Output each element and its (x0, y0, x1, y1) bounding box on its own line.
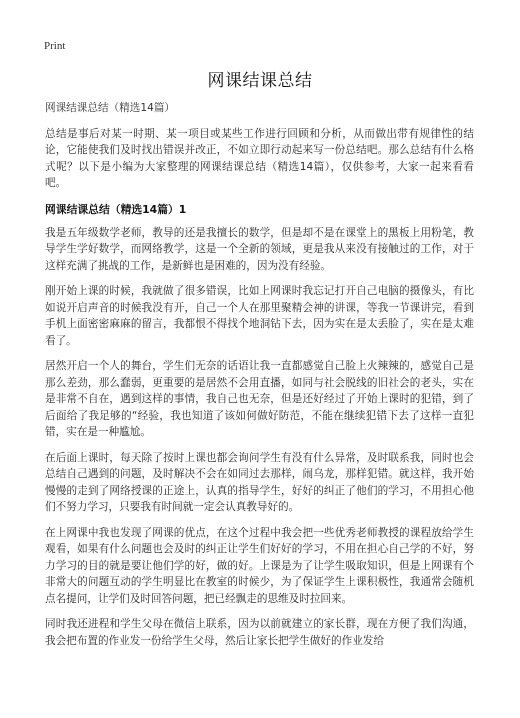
body-paragraph-1: 我是五年级数学老师，教导的还是我擅长的数学，但是却不是在课堂上的黑板上用粉笔，教导学生学好数学，而网络教学，这是一个全新的领域，更是我从来没有接触过的工作，对于这样充满了挑战的工作，是新鲜也是困难的，因为没有经验。 (45, 226, 474, 272)
body-paragraph-5: 在上网课中我也发现了网课的优点，在这个过程中我会把一些优秀老师教授的课程放给学生观看，如果有什么问题也会及时的纠正让学生们好好的学习，不用在担心自己学的不好，努力学习的目的就是要让他们学的好，做的好。上课是为了让学生吸取知识，但是上网课有个非常大的问题互动的学生明显比在教室的时候少，为了保证学生上课积极性，我通常会随机点名提问，让学们及时回答问题，把已经飘走的思维及时拉回来。 (45, 526, 474, 605)
article-subtitle: 网课结课总结（精选14篇） (45, 102, 176, 114)
print-label[interactable]: Print (44, 40, 66, 52)
body-paragraph-6: 同时我还进程和学生父母在微信上联系，因为以前就建立的家长群，现在方便了我们沟通，我会把布置的作业发一份给学生父母，然后让家长把学生做好的作业发给 (45, 618, 474, 647)
intro-paragraph: 总结是事后对某一时期、某一项目或某些工作进行回顾和分析，从而做出带有规律性的结论，它能使我们及时找出错误并改正，不如立即行动起来写一份总结吧。那么总结有什么格式呢？以下是小编为大家整理的网课结课总结（精选14篇），仅供参考，大家一起来看看吧。 (45, 127, 474, 189)
article-body (45, 100, 474, 649)
body-paragraph-3: 居然开启一个人的舞台，学生们无奈的话语让我一直都感觉自己脸上火辣辣的，感觉自己是那么差劲，那么蠢弱，更重要的是居然不会用直播，如同与社会脱线的旧社会的老头，实在是非常不自在，遇到这样的事情，我自己也无奈，但是还好经过了开始上课时的犯错，到了后面给了我足够的“经验，我也知道了该如何做好防范，不能在继续犯错下去了这样一直犯错，实在是一种尴尬。 (45, 360, 474, 438)
body-paragraph-4: 在后面上课时，每天除了按时上课也都会询问学生有没有什么异常，及时联系我，同时也会总结自己遇到的问题，及时解决不会在如同过去那样，闹乌龙，那样犯错。就这样，我开始慢慢的走到了网络授课的正途上，认真的指导学生，好好的纠正了他们的学习，不用担心他们不努力学习，只要我有时间就一定会认真教导好的。 (45, 451, 474, 513)
body-paragraph-2: 刚开始上课的时候，我就做了很多错误，比如上网课时我忘记打开自己电脑的摄像头，有比如说开启声音的时候我没有开，自己一个人在那里聚精会神的讲课，等我一节课讲完，看到手机上面密密麻麻的留言，我都恨不得找个地洞钻下去，因为实在是太丢脸了，实在是太难看了。 (45, 285, 474, 347)
section-heading: 网课结课总结（精选14篇）1 (45, 202, 187, 216)
page-title: 网课结课总结 (207, 71, 313, 91)
